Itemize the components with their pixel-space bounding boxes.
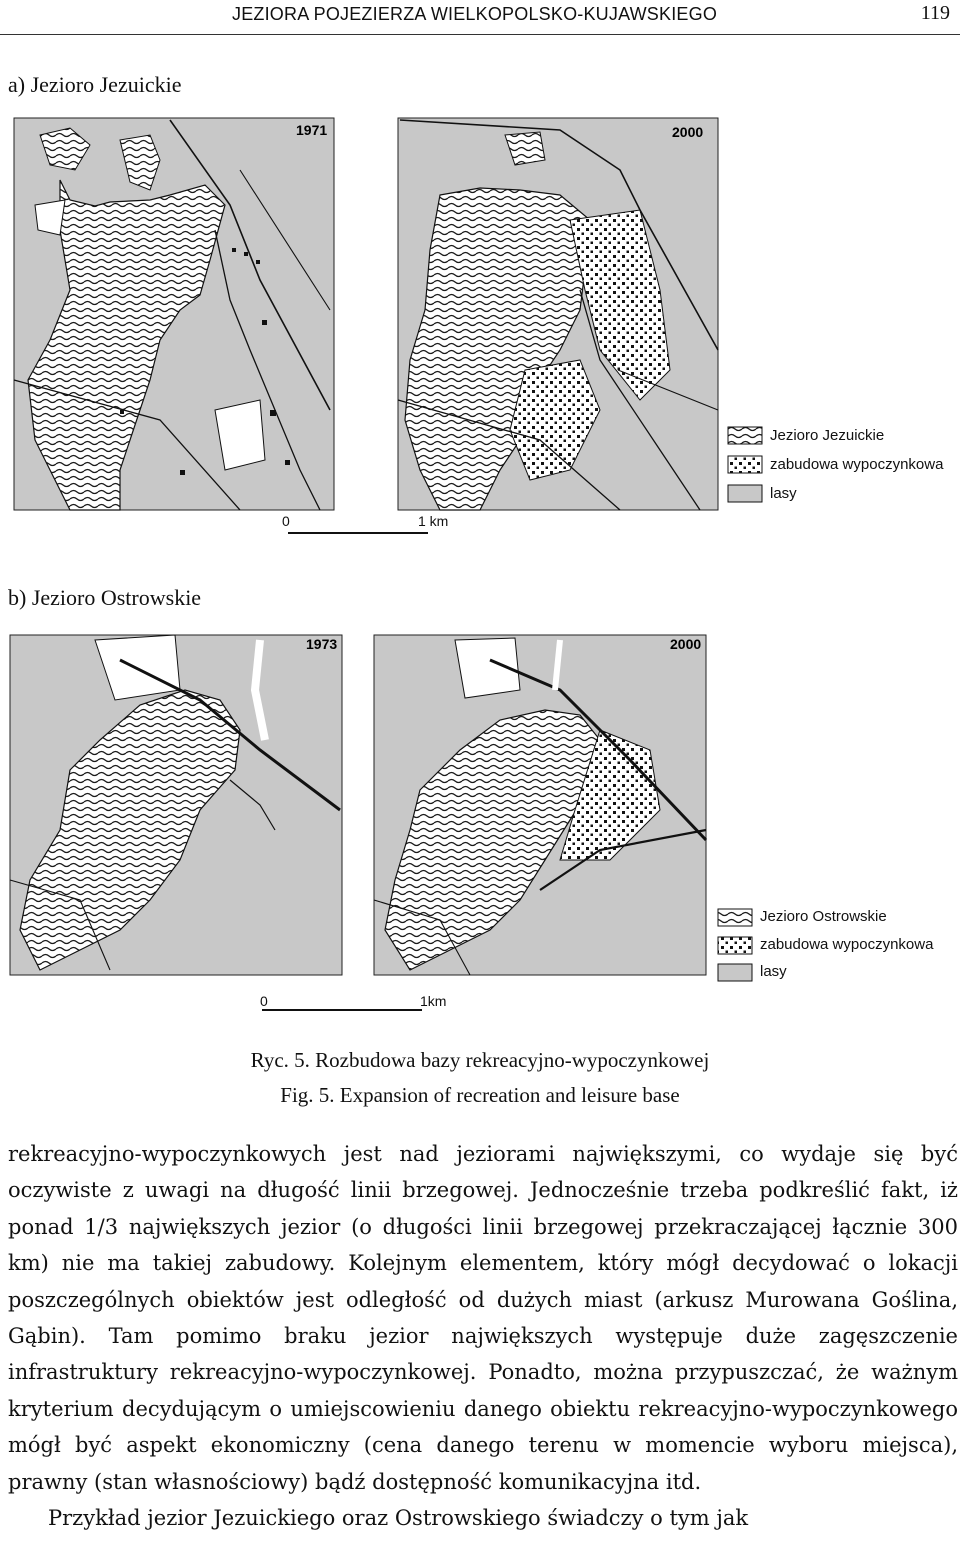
running-title: JEZIORA POJEZIERZA WIELKOPOLSKO-KUJAWSKIEGO (232, 4, 718, 24)
legend-b (718, 909, 752, 981)
map-ostrowskie-2000 (374, 635, 706, 975)
scale-b-end: 1km (420, 993, 447, 1009)
legend-b-forest: lasy (760, 963, 787, 980)
year-2000-a: 2000 (672, 124, 704, 140)
scale-a-zero: 0 (282, 513, 290, 529)
paragraph-1: rekreacyjno-wypoczynkowych jest nad jeziorami największymi, co wydaje się być oczywiste z uwagi na długość linii brzegowej. Jednocześnie trzeba podkreślić fakt, iż ponad 1/3 największych jezior (o długości linii brzegowej przekraczającej łącznie 300 km) nie ma takiej zabudowy. Kolejnym elementem, który mógł decydować o lokacji poszczególnych obiektów jest odległość od dużych miast (arkusz Murowana Goślina, Gąbin). Tam pomimo braku jezior największych występuje duże zagęszczenie infrastruktury rekreacyjno-wypoczynkowej. Ponadto, można przypuszczać, że ważnym kryterium decydującym o umiejscowieniu danego obiektu rekreacyjno-wypoczynkowego mógł być aspekt ekonomiczny (cena danego terenu w momencie wyboru miejsca), prawny (stan własnościowy) bądź dostępność komunikacyjna itd. (8, 1142, 958, 1494)
caption-pl: Ryc. 5. Rozbudowa bazy rekreacyjno-wypoczynkowej (250, 1048, 710, 1072)
year-2000-b: 2000 (670, 636, 702, 652)
page-number: 119 (920, 2, 950, 24)
legend-a-water: Jezioro Jezuickie (770, 427, 885, 444)
figure-b-label: b) Jezioro Ostrowskie (8, 585, 202, 610)
scale-b-zero: 0 (260, 993, 268, 1009)
map-ostrowskie-1973 (10, 635, 342, 975)
map-jezuickie-1971 (14, 118, 334, 510)
year-1973: 1973 (306, 636, 338, 652)
running-header (0, 0, 960, 35)
year-1971: 1971 (296, 122, 328, 138)
body-text (8, 1136, 958, 1536)
legend-a-forest: lasy (770, 485, 797, 502)
legend-a (728, 427, 762, 502)
map-jezuickie-2000 (398, 118, 718, 510)
legend-a-buildings: zabudowa wypoczynkowa (770, 456, 944, 473)
paragraph-2: Przykład jezior Jezuickiego oraz Ostrowskiego świadczy o tym jak (48, 1506, 749, 1531)
legend-b-water: Jezioro Ostrowskie (760, 908, 887, 925)
caption-en: Fig. 5. Expansion of recreation and leisure base (280, 1083, 680, 1107)
scale-a-end: 1 km (418, 513, 449, 529)
figure-a-label: a) Jezioro Jezuickie (8, 72, 182, 97)
figure-a-maps (0, 110, 960, 540)
figure-b-maps (0, 630, 960, 1020)
legend-b-buildings: zabudowa wypoczynkowa (760, 936, 934, 953)
